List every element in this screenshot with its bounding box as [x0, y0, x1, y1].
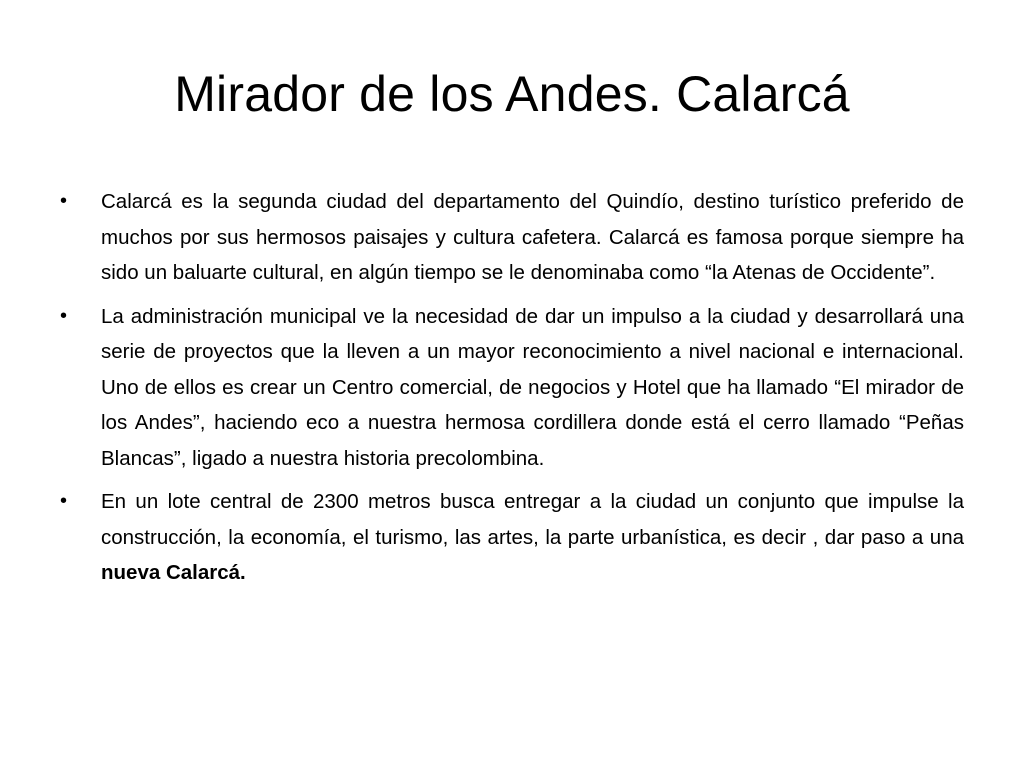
bullet-list	[60, 184, 964, 599]
bullet-bold-text: nueva Calarcá.	[101, 561, 246, 584]
list-item	[60, 184, 964, 291]
bullet-icon: •	[60, 490, 68, 512]
bullet-text: En un lote central de 2300 metros busca entregar a la ciudad un conjunto que impulse la construcción, la economía, el turismo, las artes, la parte urbanística, es decir , dar paso a una	[101, 490, 964, 549]
bullet-text: La administración municipal ve la necesidad de dar un impulso a la ciudad y desarrollará una serie de proyectos que la lleven a un mayor reconocimiento a nivel nacional e internacional. Uno de ellos es crear un Centro comercial, de negocios y Hotel que ha llamado “El mirador de los Andes”, haciendo eco a nuestra hermosa cordillera donde está el cerro llamado “Peñas Blancas”, ligado a nuestra historia precolombina.	[101, 304, 964, 470]
slide-title: Mirador de los Andes. Calarcá	[174, 66, 850, 122]
list-item	[60, 299, 964, 477]
bullet-text: Calarcá es la segunda ciudad del departamento del Quindío, destino turístico preferido de muchos por sus hermosos paisajes y cultura cafetera. Calarcá es famosa porque siempre ha sido un baluarte cultural, en algún tiempo se le denominaba como “la Atenas de Occidente”.	[101, 190, 964, 284]
bullet-icon: •	[60, 190, 68, 212]
bullet-icon: •	[60, 304, 68, 327]
list-item	[60, 484, 964, 591]
